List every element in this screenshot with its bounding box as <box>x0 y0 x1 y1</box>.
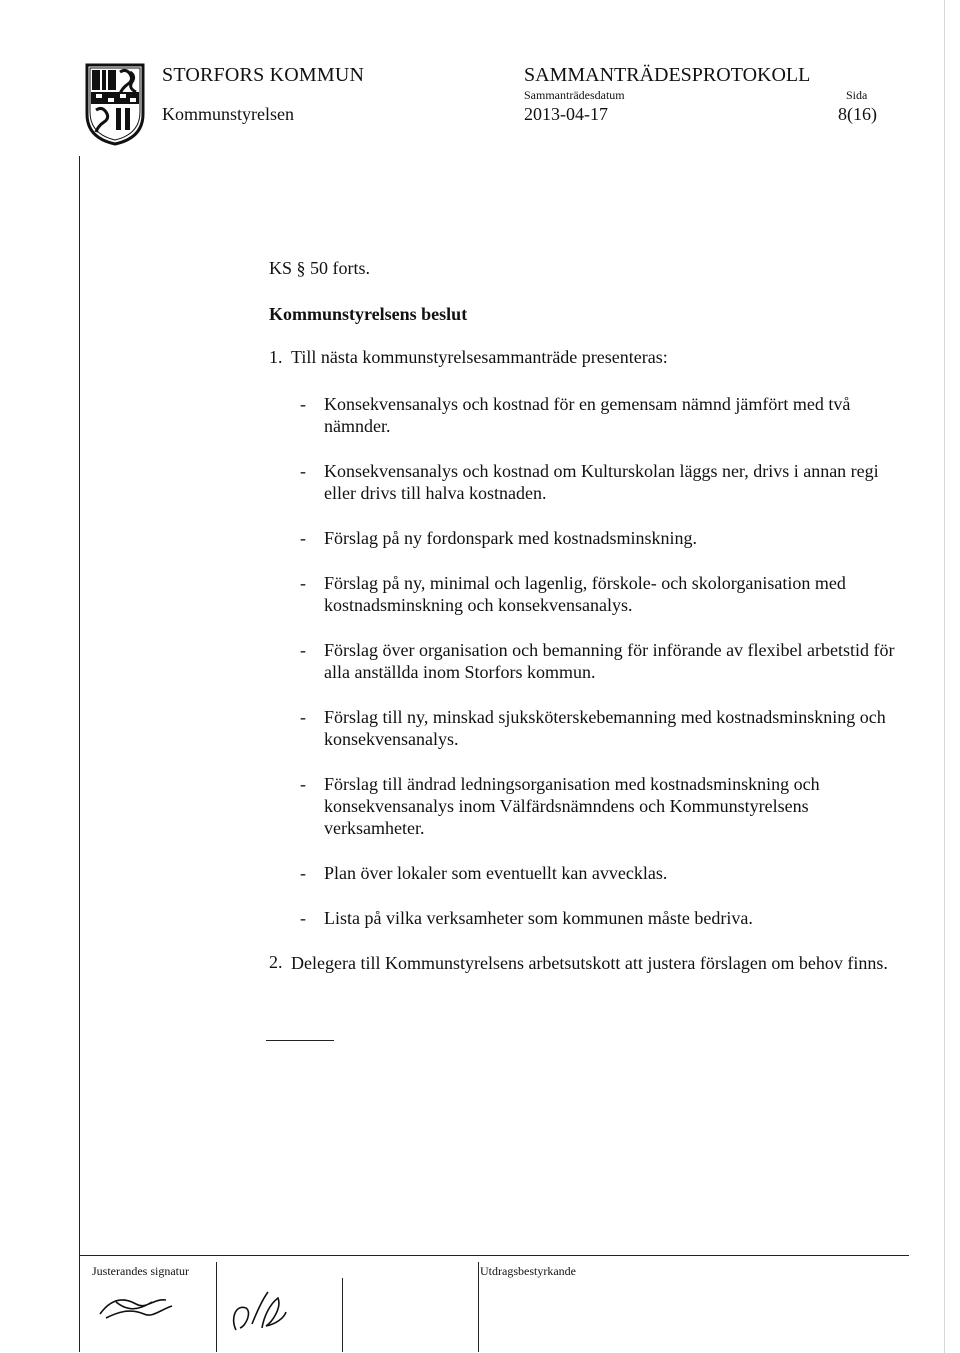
list-dash: - <box>300 640 306 660</box>
list-item-text: Förslag på ny, minimal och lagenlig, förskole- och skolorganisation med kostnadsminskning och konsekvensanalys. <box>324 573 846 615</box>
list-item <box>300 572 900 616</box>
signature-divider <box>342 1278 343 1352</box>
list-dash: - <box>300 707 306 727</box>
initials-scribble-icon <box>222 1278 292 1338</box>
signature-label: Justerandes signatur <box>92 1264 189 1278</box>
list-dash: - <box>300 863 306 883</box>
list-item-text: Lista på vilka verksamheter som kommunen måste bedriva. <box>324 908 753 928</box>
item-number-1: 1. <box>269 347 283 367</box>
list-item <box>300 527 900 549</box>
page-label: Sida <box>846 88 868 102</box>
item-number-2: 2. <box>269 952 283 972</box>
signature-divider <box>478 1262 479 1352</box>
item-text-1: Till nästa kommunstyrelsesammanträde presenteras: <box>291 347 668 367</box>
list-dash: - <box>300 461 306 481</box>
list-item-text: Förslag över organisation och bemanning för införande av flexibel arbetstid för alla anställda inom Storfors kommun. <box>324 640 895 682</box>
list-item <box>300 862 900 884</box>
handwritten-initials <box>222 1278 292 1338</box>
list-dash: - <box>300 908 306 928</box>
document-title: SAMMANTRÄDESPROTOKOLL <box>524 64 811 86</box>
excerpt-certification-label: Utdragsbestyrkande <box>480 1264 576 1278</box>
meeting-date-value: 2013-04-17 <box>524 104 608 124</box>
organization-name: STORFORS KOMMUN <box>162 64 365 86</box>
list-item <box>300 773 900 839</box>
list-item-text: Förslag på ny fordonspark med kostnadsminskning. <box>324 528 697 548</box>
handwritten-signature <box>96 1292 176 1322</box>
item-text-2: Delegera till Kommunstyrelsens arbetsutskott att justera förslagen om behov finns. <box>291 953 888 973</box>
section-reference: KS § 50 forts. <box>269 258 371 278</box>
list-dash: - <box>300 528 306 548</box>
list-item-text: Plan över lokaler som eventuellt kan avvecklas. <box>324 863 668 883</box>
footer-rule <box>79 1255 909 1256</box>
list-item <box>300 460 900 504</box>
organization-unit: Kommunstyrelsen <box>162 104 294 124</box>
list-item <box>300 393 900 437</box>
coat-of-arms-icon <box>84 62 146 146</box>
list-item-text: Förslag till ny, minskad sjuksköterskebemanning med kostnadsminskning och konsekvensanalys. <box>324 707 886 749</box>
list-dash: - <box>300 573 306 593</box>
list-item <box>300 639 900 683</box>
right-scan-edge <box>944 0 945 1353</box>
list-dash: - <box>300 394 306 414</box>
list-item <box>300 706 900 750</box>
left-margin-line <box>79 156 80 1352</box>
meeting-date-label: Sammanträdesdatum <box>524 88 625 102</box>
signature-scribble-icon <box>96 1292 176 1322</box>
municipality-logo <box>84 62 146 146</box>
list-item-text: Konsekvensanalys och kostnad om Kulturskolan läggs ner, drivs i annan regi eller drivs till halva kostnaden. <box>324 461 879 503</box>
page-number: 8(16) <box>838 104 877 124</box>
list-item-text: Förslag till ändrad ledningsorganisation med kostnadsminskning och konsekvensanalys inom Välfärdsnämndens och Kommunstyrelsens verksamheter. <box>324 774 820 838</box>
decision-heading: Kommunstyrelsens beslut <box>269 304 468 324</box>
list-item <box>300 907 900 929</box>
end-rule <box>266 1040 334 1041</box>
list-item-text: Konsekvensanalys och kostnad för en gemensam nämnd jämfört med två nämnder. <box>324 394 851 436</box>
signature-divider <box>216 1262 217 1352</box>
list-dash: - <box>300 774 306 794</box>
